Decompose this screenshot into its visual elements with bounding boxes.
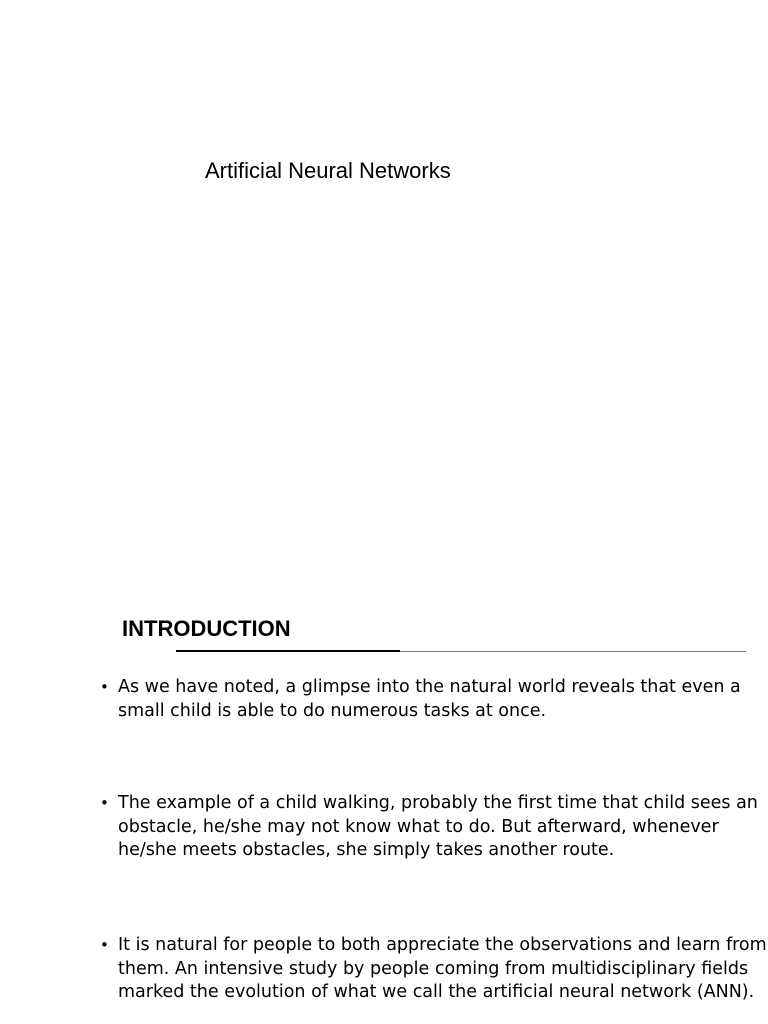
bullet-item [100, 676, 768, 723]
bullet-dot: • [100, 678, 109, 696]
bullet-dot: • [100, 936, 109, 954]
heading-divider-accent [176, 650, 400, 652]
bullet-item [100, 934, 768, 1005]
bullet-text: The example of a child walking, probably the first time that child sees an obstacle, he/she may not know what to do. But afterward, whenever he/she meets obstacles, she simply takes another route. [118, 793, 758, 860]
bullet-dot: • [100, 794, 109, 812]
bullet-text: It is natural for people to both appreciate the observations and learn from them. An intensive study by people coming from multidisciplinary fields marked the evolution of what we call the artificial neural network (ANN). [118, 935, 767, 1002]
bullet-text: As we have noted, a glimpse into the natural world reveals that even a small child is able to do numerous tasks at once. [118, 677, 741, 721]
slide-title: Artificial Neural Networks [205, 158, 451, 183]
section-heading: INTRODUCTION [122, 616, 291, 641]
bullet-item [100, 792, 768, 863]
